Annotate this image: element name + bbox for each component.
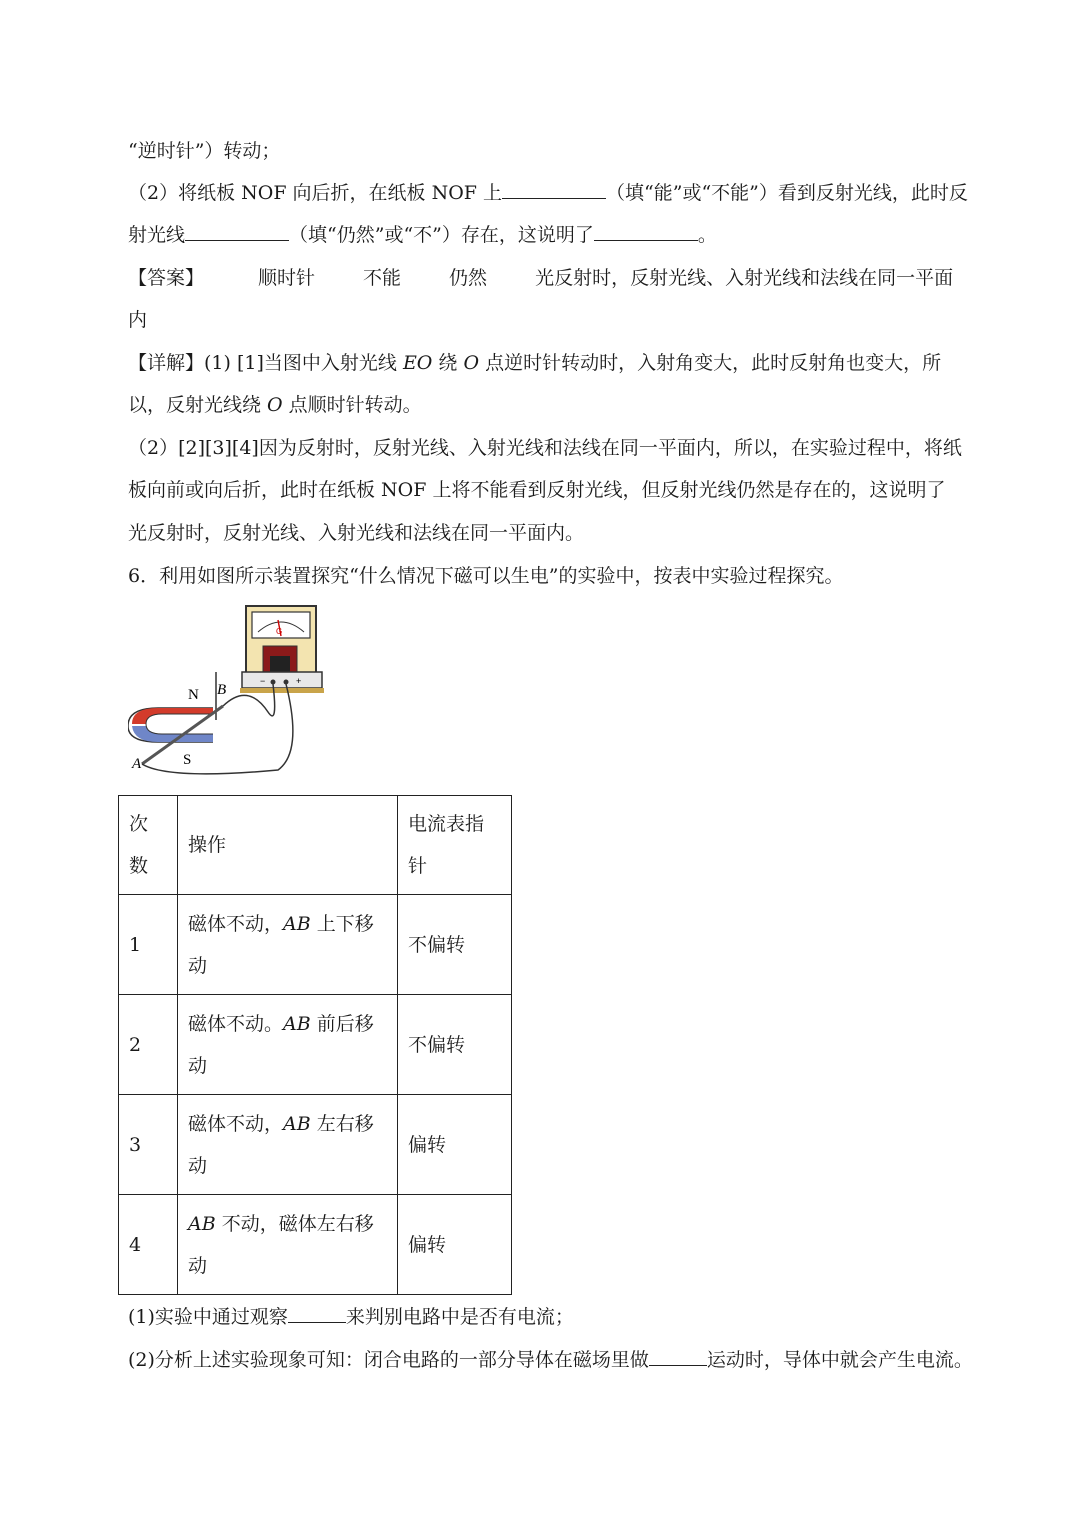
label-n: N: [188, 687, 199, 703]
answer-3: 仍然: [449, 267, 488, 289]
answer-blank[interactable]: [185, 222, 289, 241]
op-text: 动: [188, 1054, 208, 1077]
answer-blank[interactable]: [502, 180, 606, 199]
table-row: [119, 1195, 512, 1295]
q2-text-a: （2）将纸板 NOF 向后折，在纸板 NOF 上: [128, 182, 503, 204]
label-b: B: [217, 682, 227, 698]
q2-text-e: 。: [697, 224, 717, 246]
detail-line3: （2）[2][3][4]因为反射时，反射光线、入射光线和法线在同一平面内，所以，在实验过程中，将纸: [128, 437, 962, 459]
row-result: 偏转: [398, 1095, 512, 1195]
answer-1: 顺时针: [258, 267, 316, 289]
experiment-table: [118, 795, 512, 1295]
terminal-minus: −: [260, 676, 266, 686]
question-2-line2: [128, 222, 717, 248]
continued-text: “逆时针”）转动；: [128, 140, 281, 162]
op-text: 前后移: [310, 1012, 374, 1035]
table-row: [119, 1095, 512, 1195]
answer-4: 光反射时，反射光线、入射光线和法线在同一平面: [535, 267, 954, 289]
op-text: 上下移: [310, 912, 374, 935]
header-text: 针: [408, 855, 428, 877]
galvanometer-base: [242, 672, 322, 688]
point-o: O: [463, 352, 480, 374]
table-header-row: [119, 796, 512, 895]
header-text: 数: [129, 855, 149, 877]
header-operation: 操作: [178, 796, 398, 895]
q2-text-b: （填“能”或“不能”）看到反射光线，此时反: [606, 182, 968, 204]
detail-text: 以，反射光线绕: [128, 394, 268, 416]
question-2-line1: [128, 180, 968, 206]
galvanometer-label: G: [276, 627, 283, 636]
answer-2: 不能: [363, 267, 402, 289]
op-conductor: AB: [283, 1012, 311, 1035]
point-o: O: [267, 394, 283, 416]
question-6-stem: 6．利用如图所示装置探究“什么情况下磁可以生电”的实验中，按表中实验过程探究。: [128, 565, 844, 587]
detail-line1: [128, 350, 941, 376]
sub1-text-b: 来判别电路中是否有电流；: [345, 1306, 574, 1328]
row-number: 1: [119, 895, 178, 995]
row-result: 不偏转: [398, 995, 512, 1095]
op-conductor: AB: [188, 1212, 216, 1235]
answer-line: [128, 265, 953, 291]
table-row: [119, 995, 512, 1095]
label-a: A: [132, 756, 142, 772]
row-number: 3: [119, 1095, 178, 1195]
sub1-text-a: (1)实验中通过观察: [128, 1306, 288, 1328]
sub2-text-b: 运动时，导体中就会产生电流。: [706, 1349, 973, 1371]
header-needle: [398, 796, 512, 895]
galvanometer-foot: [240, 688, 324, 693]
detail-line4: 板向前或向后折，此时在纸板 NOF 上将不能看到反射光线，但反射光线仍然是存在的，这说明了: [128, 479, 946, 501]
detail-label: 【详解】: [128, 352, 205, 374]
label-s: S: [183, 752, 192, 768]
header-text: 次: [129, 813, 149, 835]
ray-eo: EO: [402, 352, 433, 374]
sub-question-2: [128, 1347, 973, 1373]
op-text: 不动，磁体左右移: [215, 1212, 374, 1235]
row-operation: [178, 1195, 398, 1295]
q2-text-c: 射光线: [128, 224, 186, 246]
sub-question-1: [128, 1304, 574, 1330]
detail-text: (1) [1]当图中入射光线: [204, 352, 397, 374]
q2-text-d: （填“仍然”或“不”）存在，这说明了: [289, 224, 594, 246]
op-text: 左右移: [310, 1112, 374, 1135]
row-number: 4: [119, 1195, 178, 1295]
answer-line-cont: 内: [128, 309, 148, 331]
op-text: 磁体不动。: [188, 1012, 284, 1035]
answer-blank[interactable]: [649, 1347, 707, 1366]
header-count: [119, 796, 178, 895]
answer-blank[interactable]: [594, 222, 698, 241]
row-operation: [178, 995, 398, 1095]
header-text: 电流表指: [408, 813, 485, 835]
detail-text: 绕: [432, 352, 464, 374]
terminal-left: [271, 680, 276, 685]
op-conductor: AB: [283, 1112, 311, 1135]
magnet-inner: [146, 714, 213, 734]
terminal-plus: +: [296, 676, 302, 686]
answer-blank[interactable]: [288, 1304, 346, 1323]
op-text: 磁体不动，: [188, 912, 284, 935]
detail-text: 点逆时针转动时，入射角变大，此时反射角也变大，所: [479, 352, 942, 374]
row-result: 偏转: [398, 1195, 512, 1295]
sub2-text-a: (2)分析上述实验现象可知：闭合电路的一部分导体在磁场里做: [128, 1349, 649, 1371]
experiment-figure: [128, 602, 328, 782]
detail-text: 点顺时针转动。: [282, 394, 422, 416]
op-text: 磁体不动，: [188, 1112, 284, 1135]
detail-line2: [128, 392, 422, 418]
op-text: 动: [188, 1254, 208, 1277]
op-conductor: AB: [283, 912, 311, 935]
op-text: 动: [188, 954, 208, 977]
row-operation: [178, 895, 398, 995]
row-operation: [178, 1095, 398, 1195]
answer-label: 【答案】: [128, 267, 205, 289]
terminal-right: [284, 680, 289, 685]
row-number: 2: [119, 995, 178, 1095]
detail-line5: 光反射时，反射光线、入射光线和法线在同一平面内。: [128, 522, 585, 544]
table-row: [119, 895, 512, 995]
row-result: 不偏转: [398, 895, 512, 995]
op-text: 动: [188, 1154, 208, 1177]
